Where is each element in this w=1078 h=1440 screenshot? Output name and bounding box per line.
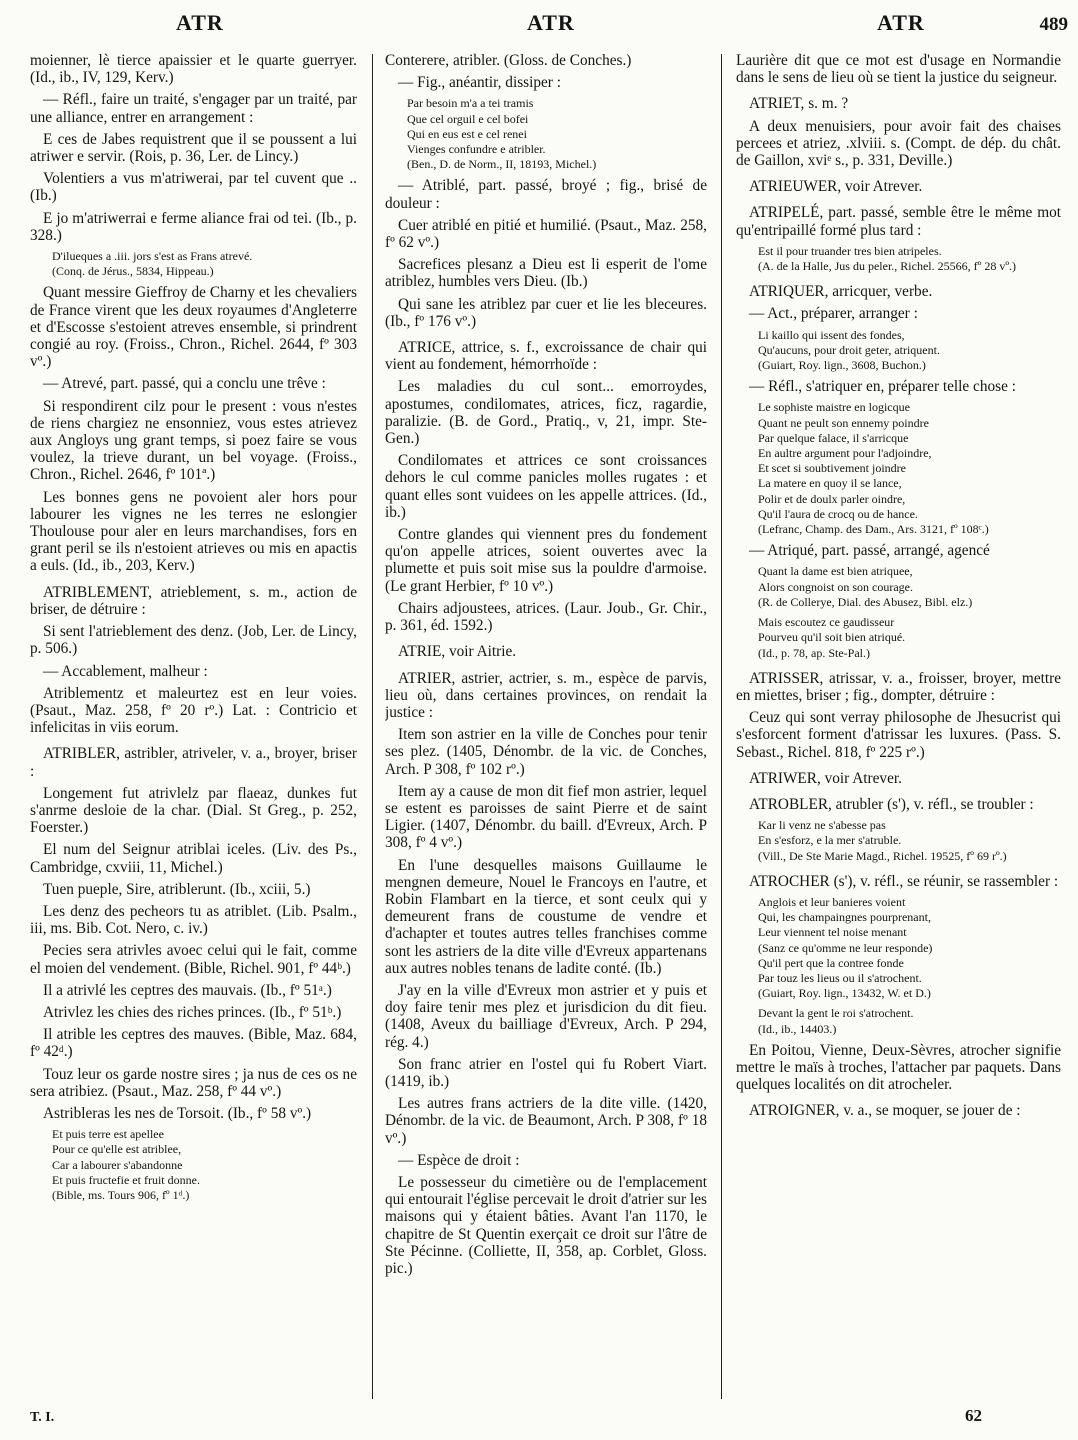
dictionary-headword-entry: ATRISSER, atrissar, v. a., froisser, broyer, mettre en miettes, briser ; fig., dompter, détruire :	[736, 669, 1061, 704]
entry-paragraph: Ceuz qui sont verray philosophe de Jhesucrist qui s'esforcent forment d'atrissar les luxures. (Pass. S. Sebast., Richel. 818, fº 225 rº.)	[736, 709, 1061, 761]
verse-quotation: Est il pour truander tres bien atripeles. (A. de la Halle, Jus du peler., Richel. 25566, fº 28 vº.)	[758, 243, 1017, 274]
running-head-center: ATR	[527, 10, 575, 35]
entry-paragraph: Volentiers a vus m'atriwerai, par tel cuvent que .. (Ib.)	[30, 170, 357, 205]
column-right	[736, 52, 1061, 1402]
entry-paragraph: Longement fut atrivlelz par flaeaz, dunkes fut s'anrme desloie de la char. (Dial. St Greg., p. 252, Foerster.)	[30, 784, 357, 837]
entry-paragraph: — Réfl., faire un traité, s'engager par un traité, par une alliance, entrer en arrangement :	[30, 91, 357, 126]
entry-paragraph: Item son astrier en la ville de Conches pour tenir ses plez. (1405, Dénombr. de la vic. de Conches, Arch. P 308, fº 102 rº.)	[385, 726, 707, 778]
verse-quotation: Et puis terre est apellee Pour ce qu'elle est atriblee, Car a labourer s'abandonne Et puis fructefie et fruit donne. (Bible, ms. Tours 906, fº 1ᵈ.)	[52, 1127, 200, 1202]
entry-paragraph: A deux menuisiers, pour avoir fait des chaises percees et atriez, .xlviii. s. (Compt. de dép. du chât. de Gaillon, xviᵉ s., p. 331, Deville.)	[736, 117, 1061, 170]
dictionary-headword-entry: ATROIGNER, v. a., se moquer, se jouer de :	[749, 1102, 1021, 1120]
entry-paragraph: — Atrevé, part. passé, qui a conclu une trêve :	[43, 375, 326, 393]
entry-paragraph: E jo m'atriwerrai e ferme aliance frai od tei. (Ib., p. 328.)	[30, 209, 357, 244]
dictionary-headword-entry: ATRIQUER, arricquer, verbe.	[749, 283, 933, 301]
entry-paragraph: Contre glandes qui viennent pres du fondement qu'on appelle atrices, soient ouvertes avec la plumette et puis soit mise sus la pouldre d'armoise. (Le grant Herbier, fº 10 vº.)	[385, 526, 707, 595]
entry-paragraph: Quant messire Gieffroy de Charny et les chevaliers de France virent que les deux royaumes d'Angleterre et d'Escosse s'estoient atreves ensemble, si prindrent congié au roy. (Froiss., Chron., Richel. 2644, fº 303 vº.)	[30, 284, 357, 371]
verse-quotation: Kar li venz ne s'abesse pas En s'esforz, e la mer s'atruble. (Vill., De Ste Marie Magd., Richel. 19525, fº 69 rº.)	[758, 818, 1007, 863]
dictionary-headword-entry: ATRIBLER, astribler, atriveler, v. a., broyer, briser :	[30, 745, 357, 780]
verse-quotation: Li kaillo qui issent des fondes, Qu'aucuns, pour droit geter, atriquent. (Guiart, Roy. lign., 3608, Buchon.)	[758, 327, 940, 373]
entry-paragraph: Il atrible les ceptres des mauves. (Bible, Maz. 684, fº 42ᵈ.)	[30, 1026, 357, 1061]
entry-paragraph: Si sent l'atrieblement des denz. (Job, Ler. de Lincy, p. 506.)	[30, 623, 357, 658]
dictionary-headword-entry: ATRIE, voir Aitrie.	[398, 643, 517, 661]
entry-paragraph: E ces de Jabes requistrent que il se poussent a lui atriwer e servir. (Rois, p. 36, Ler. de Lincy.)	[30, 130, 357, 166]
entry-paragraph: En Poitou, Vienne, Deux-Sèvres, atrocher signifie mettre le maïs à troches, l'attacher par paquets. Dans quelques localités on dit atrocheler.	[736, 1041, 1061, 1094]
entry-paragraph: — Fig., anéantir, dissiper :	[398, 74, 561, 92]
dictionary-headword-entry: ATRIPELÉ, part. passé, semble être le même mot qu'entripaillé formé plus tard :	[736, 204, 1061, 239]
entry-paragraph: Pecies sera atrivles avoec celui qui le fait, comme el moien del vendement. (Bible, Richel. 901, fº 44ᵇ.)	[30, 942, 357, 977]
entry-paragraph: Son franc atrier en l'ostel qui fu Robert Viart. (1419, ib.)	[385, 1055, 707, 1090]
verse-quotation: Quant la dame est bien atriquee, Alors congnoist on son courage. (R. de Collerye, Dial. des Abusez, Bibl. elz.)	[758, 564, 973, 609]
verse-quotation: Par besoin m'a a tei tramis Que cel orguil e cel bofei Qui en eus est e cel renei Vienges confundre e atribler. (Ben., D. de Norm., II, 18193, Michel.)	[407, 96, 597, 172]
entry-paragraph: Les maladies du cul sont... emorroydes, apostumes, condilomates, atrices, ficz, ragardie, paralizie. (B. de Gord., Pratiq., v, 21, impr. Ste-Gen.)	[385, 378, 707, 448]
entry-paragraph: Laurière dit que ce mot est d'usage en Normandie dans le sens de lieu où se tient la justice du seigneur.	[736, 52, 1061, 87]
entry-paragraph: Astribleras les nes de Torsoit. (Ib., fº 58 vº.)	[43, 1104, 312, 1122]
dictionary-headword-entry: ATRIEUWER, voir Atrever.	[749, 178, 923, 196]
verse-quotation: Mais escoutez ce gaudisseur Pourveu qu'il soit bien atriqué. (Id., p. 78, ap. Ste-Pal.)	[758, 615, 906, 660]
entry-paragraph: Les autres frans actriers de la dite ville. (1420, Dénombr. de la vic. de Beaumont, Arch. P 308, fº 18 vº.)	[385, 1095, 707, 1147]
entry-paragraph: — Espèce de droit :	[398, 1151, 520, 1169]
column-divider	[372, 54, 373, 1399]
dictionary-headword-entry: ATRIBLEMENT, atrieblement, s. m., action de briser, de détruire :	[30, 583, 357, 618]
dictionary-headword-entry: ATRIER, astrier, actrier, s. m., espèce de parvis, lieu où, dans certaines provinces, on rendait la justice :	[385, 669, 707, 721]
entry-paragraph: Qui sane les atriblez par cuer et lie les bleceures. (Ib., fº 176 vº.)	[385, 295, 707, 330]
entry-paragraph: — Accablement, malheur :	[43, 662, 208, 680]
entry-paragraph: Atrivlez les chies des riches princes. (Ib., fº 51ᵇ.)	[43, 1003, 342, 1021]
dictionary-headword-entry: ATROCHER (s'), v. réfl., se réunir, se rassembler :	[749, 872, 1059, 890]
verse-quotation: Devant la gent le roi s'atrochent. (Id., ib., 14403.)	[758, 1006, 914, 1036]
entry-paragraph: Conterere, atribler. (Gloss. de Conches.)	[385, 52, 632, 69]
footer-signature: 62	[965, 1406, 982, 1425]
entry-paragraph: En l'une desquelles maisons Guillaume le mengnen demeure, Nouel le Francoys en l'autre, et Robin Flambart en la tierce, et sont ceulx qui y demeurent frans de coustume de vendre et d'achapter et toutes autres telles franchises comme sont les astriers de la dite ville d'Evreux appartenans aux autres nobles tenans de ladite conté. (Ib.)	[385, 856, 707, 977]
entry-paragraph: Chairs adjoustees, atrices. (Laur. Joub., Gr. Chir., p. 361, éd. 1592.)	[385, 599, 707, 635]
entry-paragraph: moienner, lè tierce apaissier et le quarte guerryer. (Id., ib., IV, 129, Kerv.)	[30, 52, 357, 87]
verse-quotation: D'ilueques a .iii. jors s'est as Frans atrevé. (Conq. de Jérus., 5834, Hippeau.)	[52, 249, 253, 279]
entry-paragraph: Les denz des pecheors tu as atriblet. (Lib. Psalm., iii, ms. Bib. Cot. Nero, c. iv.)	[30, 902, 357, 938]
entry-paragraph: Il a atrivlé les ceptres des mauvais. (Ib., fº 51ᵃ.)	[43, 981, 332, 999]
entry-paragraph: — Atriblé, part. passé, broyé ; fig., brisé de douleur :	[385, 177, 707, 212]
running-head-right: ATR	[877, 10, 925, 35]
entry-paragraph: — Atriqué, part. passé, arrangé, agencé	[749, 542, 990, 560]
entry-paragraph: Atriblementz et maleurtez est en leur voies. (Psaut., Maz. 258, fº 20 rº.) Lat. : Contricio et infelicitas in viis eorum.	[30, 684, 357, 737]
dictionary-headword-entry: ATRICE, attrice, s. f., excroissance de chair qui vient au fondement, hémorrhoïde :	[385, 339, 707, 374]
entry-paragraph: El num del Seignur atriblai iceles. (Liv. des Ps., Cambridge, cxviii, 11, Michel.)	[30, 841, 357, 876]
entry-paragraph: — Réfl., s'atriquer en, préparer telle chose :	[749, 378, 1016, 396]
entry-paragraph: Condilomates et attrices ce sont croissances dehors le cul comme panicles molles rugates : et quant elles sont vuidees on les appelle attrices. (Id., ib.)	[385, 452, 707, 521]
footer-volume: T. I.	[30, 1410, 55, 1425]
column-center	[385, 52, 707, 1402]
entry-paragraph: Touz leur os garde nostre sires ; ja nus de ces os ne sera atribiez. (Psaut., Maz. 258, fº 44 vº.)	[30, 1065, 357, 1100]
entry-paragraph: Si respondirent cilz pour le present : vous n'estes de riens chargiez ne ensonniez, vous estes atrievez aux Angloys ung grant temps, si poez faire se vous voulez, la trieve durant, un bel voyage. (Froiss., Chron., Richel. 2646, fº 101ª.)	[30, 397, 357, 484]
column-divider	[721, 54, 722, 1399]
verse-quotation: Anglois et leur banieres voient Qui, les champaingnes pourprenant, Leur viennent tel noise menant (Sanz ce qu'omme ne leur responde) Qu'il pert que la contree fonde Par touz les lieus ou il s'atrochent. (Guiart, Roy. lign., 13432, W. et D.)	[758, 894, 933, 1001]
entry-paragraph: Item ay a cause de mon dit fief mon astrier, lequel se estent es paroisses de saint Pierre et de saint Ligier. (1407, Dénombr. du baill. d'Evreux, Arch. P 308, fº 4 vº.)	[385, 782, 707, 852]
dictionary-headword-entry: ATROBLER, atrubler (s'), v. réfl., se troubler :	[749, 795, 1034, 813]
entry-paragraph: Tuen pueple, Sire, atriblerunt. (Ib., xciii, 5.)	[43, 880, 311, 898]
entry-paragraph: Le possesseur du cimetière ou de l'emplacement qui entourait l'église percevait le droit d'atrier sur les maisons qui y étaient bâties. Avant l'an 1170, le chapitre de St Quentin exerçait ce droit sur l'âtre de Ste Pécinne. (Colliette, II, 358, ap. Corblet, Gloss. pic.)	[385, 1173, 707, 1277]
running-head-left: ATR	[176, 10, 224, 35]
dictionary-headword-entry: ATRIET, s. m. ?	[749, 95, 849, 113]
entry-paragraph: Les bonnes gens ne povoient aler hors pour labourer les vignes ne les terres ne eslongier Thoulouse pour aler en leurs marchandises, fors en grant peril se ils n'estoient atrieves ou mis en apactis a euls. (Id., ib., 203, Kerv.)	[30, 488, 357, 575]
entry-paragraph: J'ay en la ville d'Evreux mon astrier et y puis et doy faire tenir mes plez et jurisdicion du dit fieu. (1408, Aveux du bailliage d'Evreux, Arch. P 294, rég. 4.)	[385, 981, 707, 1051]
entry-paragraph: Sacrefices plesanz a Dieu est li esperit de l'ome atriblez, humbles vers Dieu. (Ib.)	[385, 256, 707, 291]
entry-paragraph: — Act., préparer, arranger :	[749, 305, 918, 323]
dictionary-headword-entry: ATRIWER, voir Atrever.	[749, 769, 902, 787]
column-left	[30, 52, 357, 1402]
entry-paragraph: Cuer atriblé en pitié et humilié. (Psaut., Maz. 258, fº 62 vº.)	[385, 216, 707, 252]
page-number: 489	[1039, 14, 1068, 35]
verse-quotation: Le sophiste maistre en logicque Quant ne peult son ennemy poindre Par quelque falace, il s'arricque En aultre argument pour l'adjoindre, Et scet si soubtivement joindre La matere en quoy il se lance, Polir et de doulx parler oindre, Qu'il l'aura de crocq ou de hance. (Lefranc, Champ. des Dam., Ars. 3121, fº 108ᶜ.)	[758, 400, 989, 537]
